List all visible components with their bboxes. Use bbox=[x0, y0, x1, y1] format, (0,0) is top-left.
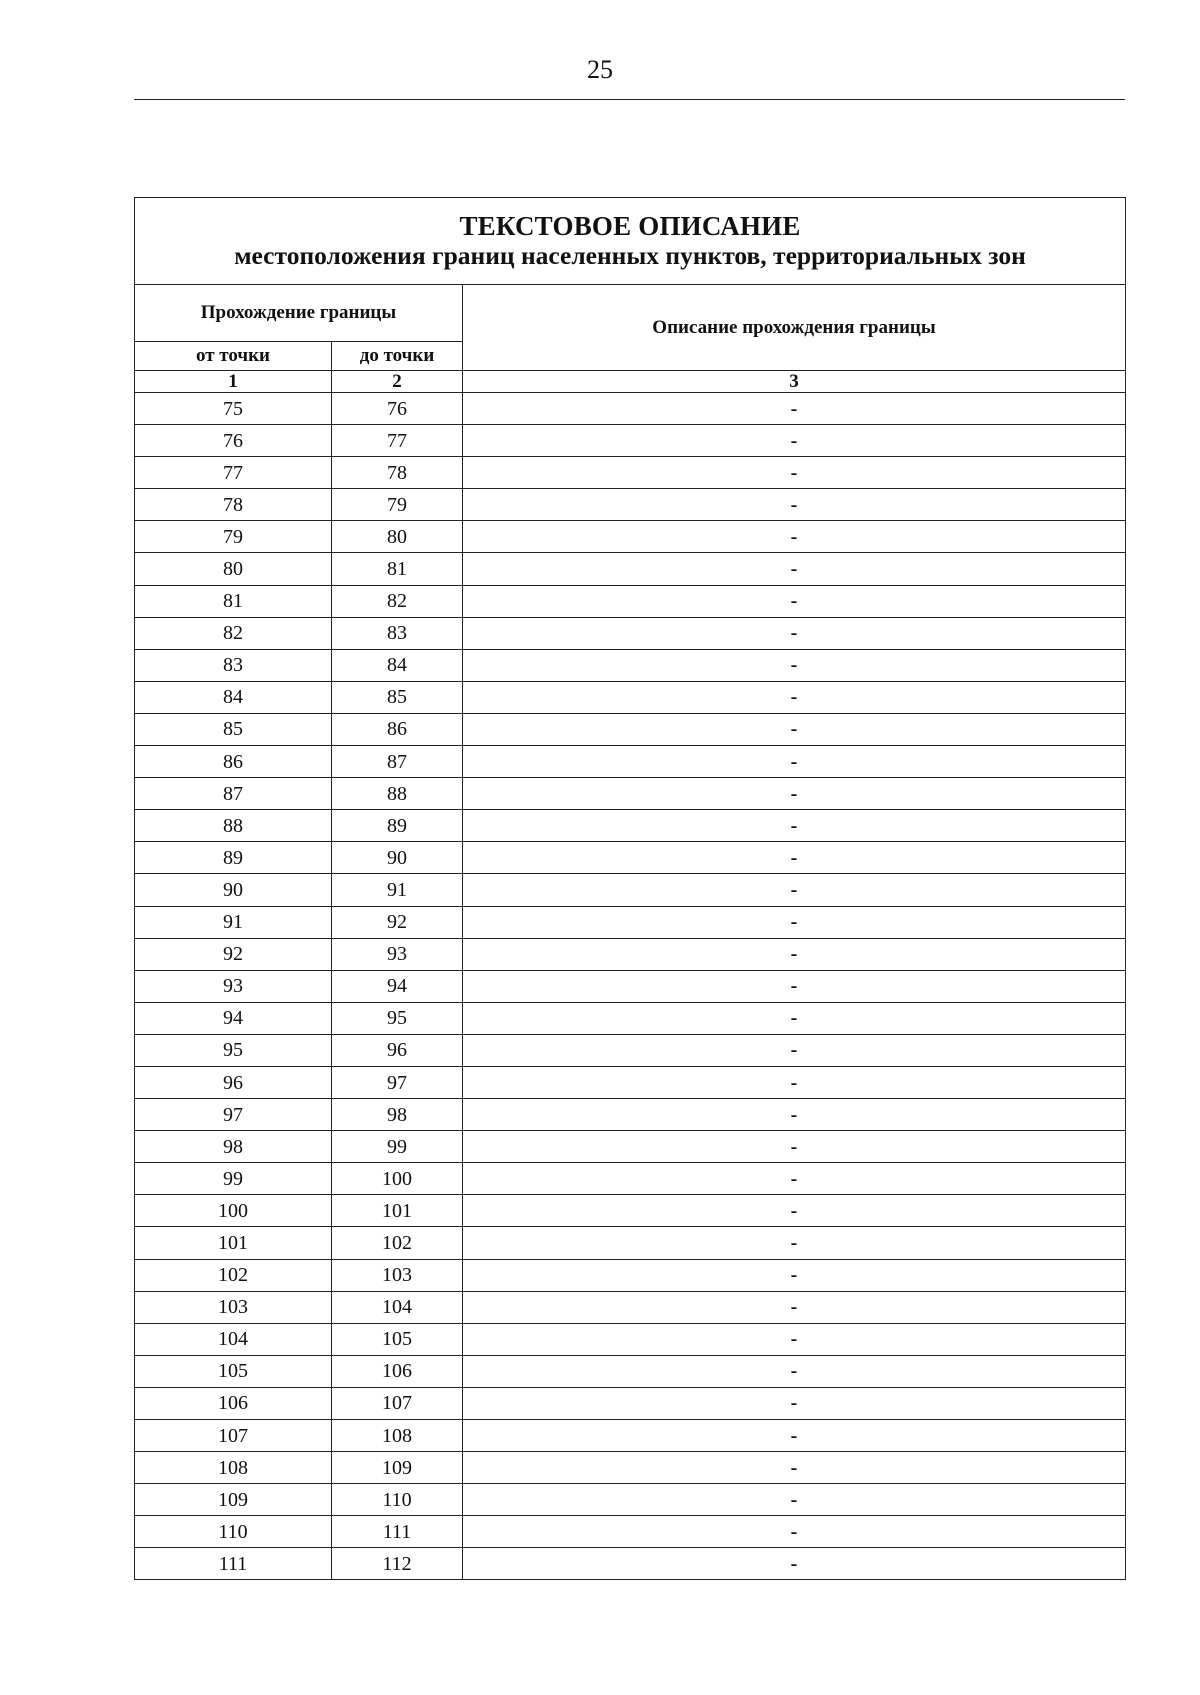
table-row bbox=[135, 553, 1126, 585]
cell-from-point: 79 bbox=[135, 521, 332, 553]
table-title bbox=[135, 198, 1126, 285]
cell-from-point: 88 bbox=[135, 810, 332, 842]
cell-description: - bbox=[463, 1163, 1126, 1195]
cell-description: - bbox=[463, 938, 1126, 970]
table-row bbox=[135, 1002, 1126, 1034]
cell-from-point: 75 bbox=[135, 393, 332, 425]
cell-to-point: 99 bbox=[332, 1131, 463, 1163]
cell-to-point: 89 bbox=[332, 810, 463, 842]
cell-description: - bbox=[463, 585, 1126, 617]
cell-from-point: 84 bbox=[135, 681, 332, 713]
table-row bbox=[135, 1387, 1126, 1419]
table-row bbox=[135, 1131, 1126, 1163]
cell-to-point: 84 bbox=[332, 649, 463, 681]
table-row bbox=[135, 1548, 1126, 1580]
table-row bbox=[135, 649, 1126, 681]
cell-from-point: 107 bbox=[135, 1420, 332, 1452]
cell-description: - bbox=[463, 521, 1126, 553]
cell-from-point: 103 bbox=[135, 1291, 332, 1323]
cell-description: - bbox=[463, 681, 1126, 713]
table-row bbox=[135, 874, 1126, 906]
cell-to-point: 92 bbox=[332, 906, 463, 938]
cell-to-point: 87 bbox=[332, 746, 463, 778]
cell-description: - bbox=[463, 425, 1126, 457]
cell-description: - bbox=[463, 810, 1126, 842]
table-row bbox=[135, 970, 1126, 1002]
cell-from-point: 94 bbox=[135, 1002, 332, 1034]
cell-to-point: 95 bbox=[332, 1002, 463, 1034]
table-row bbox=[135, 393, 1126, 425]
cell-description: - bbox=[463, 489, 1126, 521]
cell-description: - bbox=[463, 1387, 1126, 1419]
cell-to-point: 79 bbox=[332, 489, 463, 521]
cell-from-point: 87 bbox=[135, 778, 332, 810]
cell-description: - bbox=[463, 1099, 1126, 1131]
cell-from-point: 109 bbox=[135, 1484, 332, 1516]
cell-to-point: 108 bbox=[332, 1420, 463, 1452]
cell-description: - bbox=[463, 713, 1126, 745]
cell-from-point: 80 bbox=[135, 553, 332, 585]
cell-to-point: 82 bbox=[332, 585, 463, 617]
cell-description: - bbox=[463, 906, 1126, 938]
cell-description: - bbox=[463, 1484, 1126, 1516]
cell-from-point: 97 bbox=[135, 1099, 332, 1131]
cell-from-point: 104 bbox=[135, 1323, 332, 1355]
cell-description: - bbox=[463, 1420, 1126, 1452]
table-row bbox=[135, 1227, 1126, 1259]
column-number-2: 2 bbox=[332, 371, 463, 393]
header-boundary-passage: Прохождение границы bbox=[135, 285, 463, 342]
table-row bbox=[135, 457, 1126, 489]
cell-from-point: 105 bbox=[135, 1355, 332, 1387]
table-row bbox=[135, 1452, 1126, 1484]
cell-to-point: 110 bbox=[332, 1484, 463, 1516]
table-row bbox=[135, 1066, 1126, 1098]
table-row bbox=[135, 1034, 1126, 1066]
table-row bbox=[135, 425, 1126, 457]
cell-from-point: 86 bbox=[135, 746, 332, 778]
table-row bbox=[135, 1484, 1126, 1516]
cell-to-point: 97 bbox=[332, 1066, 463, 1098]
cell-to-point: 80 bbox=[332, 521, 463, 553]
cell-description: - bbox=[463, 1259, 1126, 1291]
cell-to-point: 105 bbox=[332, 1323, 463, 1355]
table-row bbox=[135, 1195, 1126, 1227]
table-row bbox=[135, 585, 1126, 617]
table-row bbox=[135, 746, 1126, 778]
cell-from-point: 108 bbox=[135, 1452, 332, 1484]
cell-description: - bbox=[463, 970, 1126, 1002]
table-row bbox=[135, 617, 1126, 649]
cell-description: - bbox=[463, 746, 1126, 778]
cell-to-point: 106 bbox=[332, 1355, 463, 1387]
cell-description: - bbox=[463, 778, 1126, 810]
cell-description: - bbox=[463, 1355, 1126, 1387]
cell-to-point: 100 bbox=[332, 1163, 463, 1195]
cell-from-point: 101 bbox=[135, 1227, 332, 1259]
cell-description: - bbox=[463, 1227, 1126, 1259]
cell-from-point: 93 bbox=[135, 970, 332, 1002]
table-row bbox=[135, 521, 1126, 553]
cell-description: - bbox=[463, 1516, 1126, 1548]
header-to-point: до точки bbox=[332, 342, 463, 371]
table-row bbox=[135, 1099, 1126, 1131]
cell-description: - bbox=[463, 457, 1126, 489]
cell-description: - bbox=[463, 1195, 1126, 1227]
table-row bbox=[135, 1323, 1126, 1355]
page-number: 25 bbox=[587, 55, 613, 84]
column-number-3: 3 bbox=[463, 371, 1126, 393]
table-body bbox=[135, 198, 1126, 1580]
cell-description: - bbox=[463, 1452, 1126, 1484]
header-rule bbox=[134, 99, 1125, 100]
cell-to-point: 76 bbox=[332, 393, 463, 425]
cell-description: - bbox=[463, 842, 1126, 874]
table-row bbox=[135, 1420, 1126, 1452]
cell-to-point: 81 bbox=[332, 553, 463, 585]
header-from-point: от точки bbox=[135, 342, 332, 371]
cell-to-point: 85 bbox=[332, 681, 463, 713]
header-row-group bbox=[135, 285, 1126, 342]
cell-to-point: 98 bbox=[332, 1099, 463, 1131]
cell-from-point: 85 bbox=[135, 713, 332, 745]
cell-description: - bbox=[463, 1066, 1126, 1098]
cell-from-point: 78 bbox=[135, 489, 332, 521]
cell-to-point: 86 bbox=[332, 713, 463, 745]
cell-to-point: 93 bbox=[332, 938, 463, 970]
table-row bbox=[135, 810, 1126, 842]
cell-description: - bbox=[463, 1131, 1126, 1163]
cell-from-point: 82 bbox=[135, 617, 332, 649]
table-row bbox=[135, 1291, 1126, 1323]
cell-description: - bbox=[463, 553, 1126, 585]
table-row bbox=[135, 1163, 1126, 1195]
cell-from-point: 77 bbox=[135, 457, 332, 489]
table-row bbox=[135, 681, 1126, 713]
boundary-description-table bbox=[134, 197, 1126, 1580]
cell-description: - bbox=[463, 1323, 1126, 1355]
cell-from-point: 99 bbox=[135, 1163, 332, 1195]
cell-to-point: 91 bbox=[332, 874, 463, 906]
cell-to-point: 103 bbox=[332, 1259, 463, 1291]
cell-description: - bbox=[463, 1002, 1126, 1034]
cell-from-point: 76 bbox=[135, 425, 332, 457]
cell-description: - bbox=[463, 1034, 1126, 1066]
cell-from-point: 92 bbox=[135, 938, 332, 970]
cell-from-point: 98 bbox=[135, 1131, 332, 1163]
cell-description: - bbox=[463, 1548, 1126, 1580]
cell-description: - bbox=[463, 1291, 1126, 1323]
cell-from-point: 102 bbox=[135, 1259, 332, 1291]
cell-to-point: 109 bbox=[332, 1452, 463, 1484]
cell-to-point: 102 bbox=[332, 1227, 463, 1259]
cell-to-point: 77 bbox=[332, 425, 463, 457]
cell-from-point: 91 bbox=[135, 906, 332, 938]
cell-description: - bbox=[463, 617, 1126, 649]
cell-to-point: 101 bbox=[332, 1195, 463, 1227]
table-row bbox=[135, 842, 1126, 874]
cell-to-point: 112 bbox=[332, 1548, 463, 1580]
table-row bbox=[135, 713, 1126, 745]
cell-to-point: 78 bbox=[332, 457, 463, 489]
cell-from-point: 110 bbox=[135, 1516, 332, 1548]
cell-from-point: 111 bbox=[135, 1548, 332, 1580]
cell-from-point: 90 bbox=[135, 874, 332, 906]
title-sub: местоположения границ населенных пунктов, территориальных зон bbox=[234, 241, 1026, 270]
cell-to-point: 104 bbox=[332, 1291, 463, 1323]
header-description: Описание прохождения границы bbox=[463, 285, 1126, 371]
cell-from-point: 100 bbox=[135, 1195, 332, 1227]
cell-to-point: 94 bbox=[332, 970, 463, 1002]
cell-to-point: 96 bbox=[332, 1034, 463, 1066]
cell-from-point: 95 bbox=[135, 1034, 332, 1066]
cell-from-point: 83 bbox=[135, 649, 332, 681]
cell-from-point: 106 bbox=[135, 1387, 332, 1419]
cell-from-point: 96 bbox=[135, 1066, 332, 1098]
cell-from-point: 89 bbox=[135, 842, 332, 874]
column-number-1: 1 bbox=[135, 371, 332, 393]
column-number-row bbox=[135, 371, 1126, 393]
cell-description: - bbox=[463, 393, 1126, 425]
table-row bbox=[135, 1355, 1126, 1387]
cell-description: - bbox=[463, 874, 1126, 906]
table-row bbox=[135, 906, 1126, 938]
title-row bbox=[135, 198, 1126, 285]
cell-to-point: 111 bbox=[332, 1516, 463, 1548]
cell-to-point: 83 bbox=[332, 617, 463, 649]
cell-from-point: 81 bbox=[135, 585, 332, 617]
table-row bbox=[135, 1259, 1126, 1291]
table-row bbox=[135, 489, 1126, 521]
cell-to-point: 90 bbox=[332, 842, 463, 874]
table-row bbox=[135, 778, 1126, 810]
title-main: ТЕКСТОВОЕ ОПИСАНИЕ bbox=[459, 211, 801, 241]
cell-to-point: 88 bbox=[332, 778, 463, 810]
table-row bbox=[135, 1516, 1126, 1548]
cell-description: - bbox=[463, 649, 1126, 681]
table-row bbox=[135, 938, 1126, 970]
cell-to-point: 107 bbox=[332, 1387, 463, 1419]
